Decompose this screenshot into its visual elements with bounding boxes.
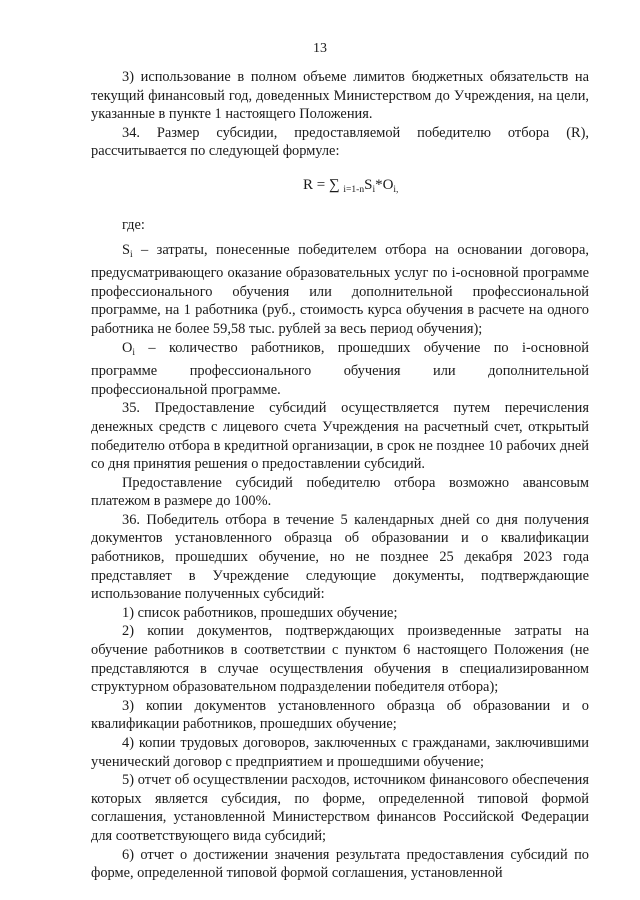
list-item-2: 2) копии документов, подтверждающих произведенные затраты на обучение работников в соответствии с пунктом 6 настоящего Положения (не представляются в случае осуществления обучения в специализированном структурном образовательном подразделении победителя отбора); [91, 623, 589, 696]
s-definition-text: – затраты, понесенные победителем отбора на основании договора, предусматривающего оказание образовательных услуг по i-основной программе профессионального обучения или дополнительной профессиональной программе, на 1 работника (руб., стоимость курса обучения в расчете на одного работника не более 59,58 тыс. рублей за весь период обучения); [91, 241, 589, 337]
paragraph-35-advance: Предоставление субсидий победителю отбора возможно авансовым платежом в размере до 100%. [91, 474, 589, 510]
formula-o-index: i, [393, 184, 399, 195]
paragraph-35: 35. Предоставление субсидий осуществляется путем перечисления денежных средств с лицевого счета Учреждения на расчетный счет, открытый победителю отбора в кредитной организации, в срок не позднее 10 рабочих дней со дня принятия решения о предоставлении субсидий. [91, 400, 589, 473]
list-item-3: 3) копии документов установленного образца об образовании и о квалификации работников, прошедших обучение; [91, 697, 589, 733]
o-definition-text: – количество работников, прошедших обучение по i-основной программе профессионального обучения или дополнительной профессиональной программе. [91, 339, 589, 398]
s-index: i [130, 249, 133, 260]
o-index: i [132, 347, 136, 358]
paragraph-limits: 3) использование в полном объеме лимитов бюджетных обязательств на текущий финансовый год, доведенных Министерством до Учреждения, на цели, указанные в пункте 1 настоящего Положения. [91, 69, 589, 123]
page-number: 13 [313, 41, 327, 56]
paragraph-34: 34. Размер субсидии, предоставляемой победителю отбора (R), рассчитывается по следующей формуле: [91, 124, 589, 160]
s-symbol: S [122, 241, 131, 258]
o-symbol: O [122, 339, 133, 356]
definition-s [91, 241, 589, 339]
list-item-4: 4) копии трудовых договоров, заключенных с гражданами, заключившими ученический договор с предприятием и прошедшими обучение; [91, 735, 589, 770]
document-body [91, 68, 589, 883]
formula-s-index: i [372, 184, 376, 195]
where-label: где: [122, 216, 145, 233]
formula-s: S [364, 176, 373, 193]
list-item-6: 6) отчет о достижении значения результата предоставления субсидий по форме, определенной типовой формой соглашения, установленной [91, 846, 589, 882]
paragraph-36: 36. Победитель отбора в течение 5 календарных дней со дня получения документов установленного образца об образовании и о квалификации работников, прошедших обучение, но не позднее 25 декабря 2023 года представляет в Учреждение следующие документы, подтверждающие использование полученных субсидий: [91, 511, 589, 603]
list-item-1: 1) список работников, прошедших обучение; [122, 604, 398, 621]
formula-lhs: R = ∑ [303, 176, 340, 193]
subsidy-formula [91, 175, 589, 200]
formula-sum-index: i=1-n [343, 184, 365, 195]
definition-o [91, 339, 589, 400]
formula-mult: *O [375, 176, 394, 193]
list-item-5: 5) отчет об осуществлении расходов, источником финансового обеспечения которых является субсидия, по форме, определенной типовой формой соглашения, установленной Министерством финансов Российской Федерации для соответствующего вида субсидий; [91, 772, 589, 844]
